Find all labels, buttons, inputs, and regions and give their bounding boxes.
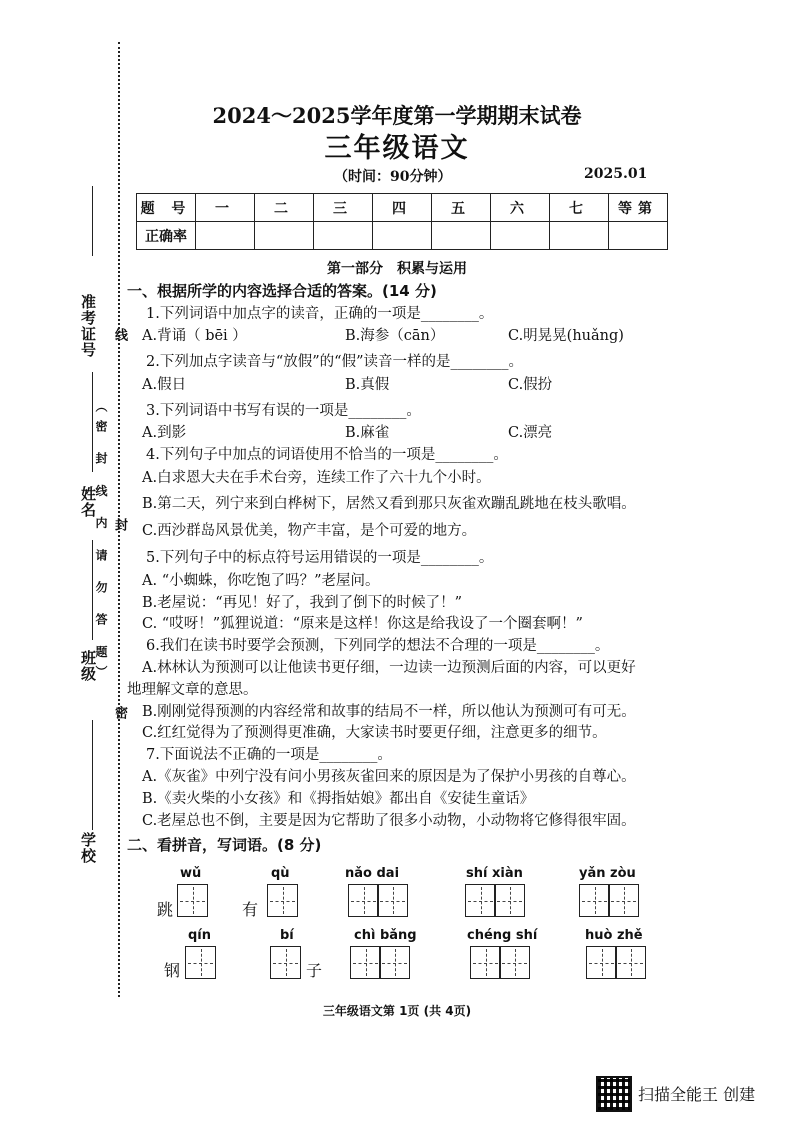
score-blank[interactable] xyxy=(373,222,432,250)
tian-cell[interactable] xyxy=(494,884,525,917)
score-cell: 等第 xyxy=(609,194,668,222)
pinyin-label: shí xiàn xyxy=(466,866,523,881)
score-table-header-row xyxy=(137,194,668,222)
score-blank[interactable] xyxy=(432,222,491,250)
score-blank[interactable] xyxy=(196,222,255,250)
answer-grid[interactable] xyxy=(579,884,639,917)
given-char: 跳 xyxy=(157,900,174,919)
q4-option-a[interactable]: A.白求恩大夫在手术台旁，连续工作了六十九个小时。 xyxy=(142,470,491,486)
q7-option-b[interactable]: B.《卖火柴的小女孩》和《拇指姑娘》都出自《安徒生童话》 xyxy=(142,791,535,807)
pinyin-label: huò zhě xyxy=(585,928,643,943)
qr-code-icon xyxy=(596,1076,632,1112)
pinyin-label: chéng shí xyxy=(467,928,538,943)
tian-cell[interactable] xyxy=(470,946,501,979)
part1-title: 第一部分 积累与运用 xyxy=(327,261,467,277)
scanner-watermark: 扫描全能王 创建 xyxy=(638,1085,756,1104)
class-label: 班级 xyxy=(79,650,97,682)
q6-option-b[interactable]: B.刚刚觉得预测的内容经常和故事的结局不一样，所以他认为预测可有可无。 xyxy=(142,704,636,720)
tian-cell[interactable] xyxy=(465,884,496,917)
q2-option-b[interactable]: B.真假 xyxy=(345,377,390,393)
tian-cell[interactable] xyxy=(608,884,639,917)
q1-option-c[interactable]: C.明晃晃(huǎng) xyxy=(508,328,624,344)
tian-cell[interactable] xyxy=(348,884,379,917)
score-cell: 二 xyxy=(255,194,314,222)
q3-option-b[interactable]: B.麻雀 xyxy=(345,425,390,441)
page-footer: 三年级语文第 1页 (共 4页) xyxy=(322,1004,472,1018)
mi-mark: 密 xyxy=(112,706,127,720)
score-table xyxy=(136,193,668,250)
pinyin-label: bí xyxy=(280,928,294,943)
pinyin-label: yǎn zòu xyxy=(579,866,636,881)
score-cell: 四 xyxy=(373,194,432,222)
score-cell: 题 号 xyxy=(137,194,196,222)
score-cell: 一 xyxy=(196,194,255,222)
score-blank[interactable] xyxy=(550,222,609,250)
question-6: 6.我们在读书时要学会预测，下列同学的想法不合理的一项是________。 xyxy=(146,638,610,654)
score-cell: 三 xyxy=(314,194,373,222)
ticket-label: 准考证号 xyxy=(79,294,97,358)
q6-option-a-cont: 地理解文章的意思。 xyxy=(127,682,258,698)
pinyin-label: nǎo dai xyxy=(345,866,400,881)
q5-option-c[interactable]: C. “哎呀！”狐狸说道：“原来是这样！你这是给我设了一个圈套啊！” xyxy=(142,616,583,632)
exam-title: 2024～2025学年度第一学期期末试卷 xyxy=(212,103,582,128)
answer-grid[interactable] xyxy=(465,884,525,917)
q3-option-a[interactable]: A.到影 xyxy=(142,425,187,441)
tian-cell[interactable] xyxy=(185,946,216,979)
q5-option-b[interactable]: B.老屋说：“再见！好了，我到了倒下的时候了！” xyxy=(142,595,463,611)
tian-cell[interactable] xyxy=(586,946,617,979)
question-3: 3.下列词语中书写有误的一项是________。 xyxy=(146,403,421,419)
q1-option-a[interactable]: A.背诵（ bēi ） xyxy=(142,328,247,344)
q4-option-b[interactable]: B.第二天，列宁来到白桦树下，居然又看到那只灰雀欢蹦乱跳地在枝头歌唱。 xyxy=(142,496,636,512)
score-cell: 正确率 xyxy=(137,222,196,250)
answer-grid[interactable] xyxy=(267,884,298,917)
tian-cell[interactable] xyxy=(579,884,610,917)
school-label: 学校 xyxy=(79,832,97,864)
name-label: 姓名 xyxy=(79,486,97,518)
question-7: 7.下面说法不正确的一项是________。 xyxy=(146,747,392,763)
score-cell: 七 xyxy=(550,194,609,222)
section1-title: 一、根据所学的内容选择合适的答案。(14 分) xyxy=(127,282,437,300)
tian-cell[interactable] xyxy=(615,946,646,979)
seal-notice: （密 封 线 内 请 勿 答 题） xyxy=(94,400,108,686)
school-underline xyxy=(92,720,93,830)
q7-option-c[interactable]: C.老屋总也不倒，主要是因为它帮助了很多小动物，小动物将它修得很牢固。 xyxy=(142,813,636,829)
answer-grid[interactable] xyxy=(586,946,646,979)
q5-option-a[interactable]: A. “小蜘蛛，你吃饱了吗？”老屋问。 xyxy=(142,573,380,589)
name-underline xyxy=(92,372,93,472)
answer-grid[interactable] xyxy=(348,884,408,917)
tian-cell[interactable] xyxy=(379,946,410,979)
given-char: 有 xyxy=(242,900,259,919)
score-blank[interactable] xyxy=(609,222,668,250)
score-blank[interactable] xyxy=(491,222,550,250)
q7-option-a[interactable]: A.《灰雀》中列宁没有问小男孩灰雀回来的原因是为了保护小男孩的自尊心。 xyxy=(142,769,636,785)
q2-option-c[interactable]: C.假扮 xyxy=(508,377,553,393)
q2-option-a[interactable]: A.假日 xyxy=(142,377,187,393)
class-underline xyxy=(92,540,93,640)
answer-grid[interactable] xyxy=(185,946,216,979)
subject-title: 三年级语文 xyxy=(324,133,470,164)
pinyin-label: wǔ xyxy=(180,866,202,881)
tian-cell[interactable] xyxy=(177,884,208,917)
answer-grid[interactable] xyxy=(177,884,208,917)
question-1: 1.下列词语中加点字的读音，正确的一项是________。 xyxy=(146,306,494,322)
score-cell: 六 xyxy=(491,194,550,222)
section2-title: 二、看拼音，写词语。(8 分) xyxy=(127,836,322,854)
given-char: 钢 xyxy=(164,961,181,980)
xian-mark: 线 xyxy=(112,328,127,342)
q3-option-c[interactable]: C.漂亮 xyxy=(508,425,553,441)
score-table-rate-row xyxy=(137,222,668,250)
score-blank[interactable] xyxy=(314,222,373,250)
q4-option-c[interactable]: C.西沙群岛风景优美，物产丰富，是个可爱的地方。 xyxy=(142,523,477,539)
pinyin-label: qín xyxy=(188,928,212,943)
feng-mark: 封 xyxy=(112,518,127,532)
question-2: 2.下列加点字读音与“放假”的“假”读音一样的是________。 xyxy=(146,354,523,370)
answer-grid[interactable] xyxy=(350,946,410,979)
exam-time: （时间：90分钟） xyxy=(334,169,452,185)
question-4: 4.下列句子中加点的词语使用不恰当的一项是________。 xyxy=(146,447,508,463)
given-char: 子 xyxy=(306,961,323,980)
tian-cell[interactable] xyxy=(270,946,301,979)
q1-option-b[interactable]: B.海参（cān） xyxy=(345,328,445,344)
tian-cell[interactable] xyxy=(350,946,381,979)
answer-grid[interactable] xyxy=(270,946,301,979)
pinyin-label: chì bǎng xyxy=(354,928,417,943)
tian-cell[interactable] xyxy=(499,946,530,979)
q6-option-c[interactable]: C.红红觉得为了预测得更准确，大家读书时要更仔细，注意更多的细节。 xyxy=(142,725,607,741)
score-cell: 五 xyxy=(432,194,491,222)
score-blank[interactable] xyxy=(255,222,314,250)
question-5: 5.下列句子中的标点符号运用错误的一项是________。 xyxy=(146,550,494,566)
pinyin-label: qù xyxy=(271,866,290,881)
answer-grid[interactable] xyxy=(470,946,530,979)
tian-cell[interactable] xyxy=(267,884,298,917)
exam-date: 2025.01 xyxy=(584,166,648,182)
q6-option-a[interactable]: A.林林认为预测可以让他读书更仔细，一边读一边预测后面的内容，可以更好 xyxy=(142,660,636,676)
tian-cell[interactable] xyxy=(377,884,408,917)
ticket-underline xyxy=(92,186,93,256)
